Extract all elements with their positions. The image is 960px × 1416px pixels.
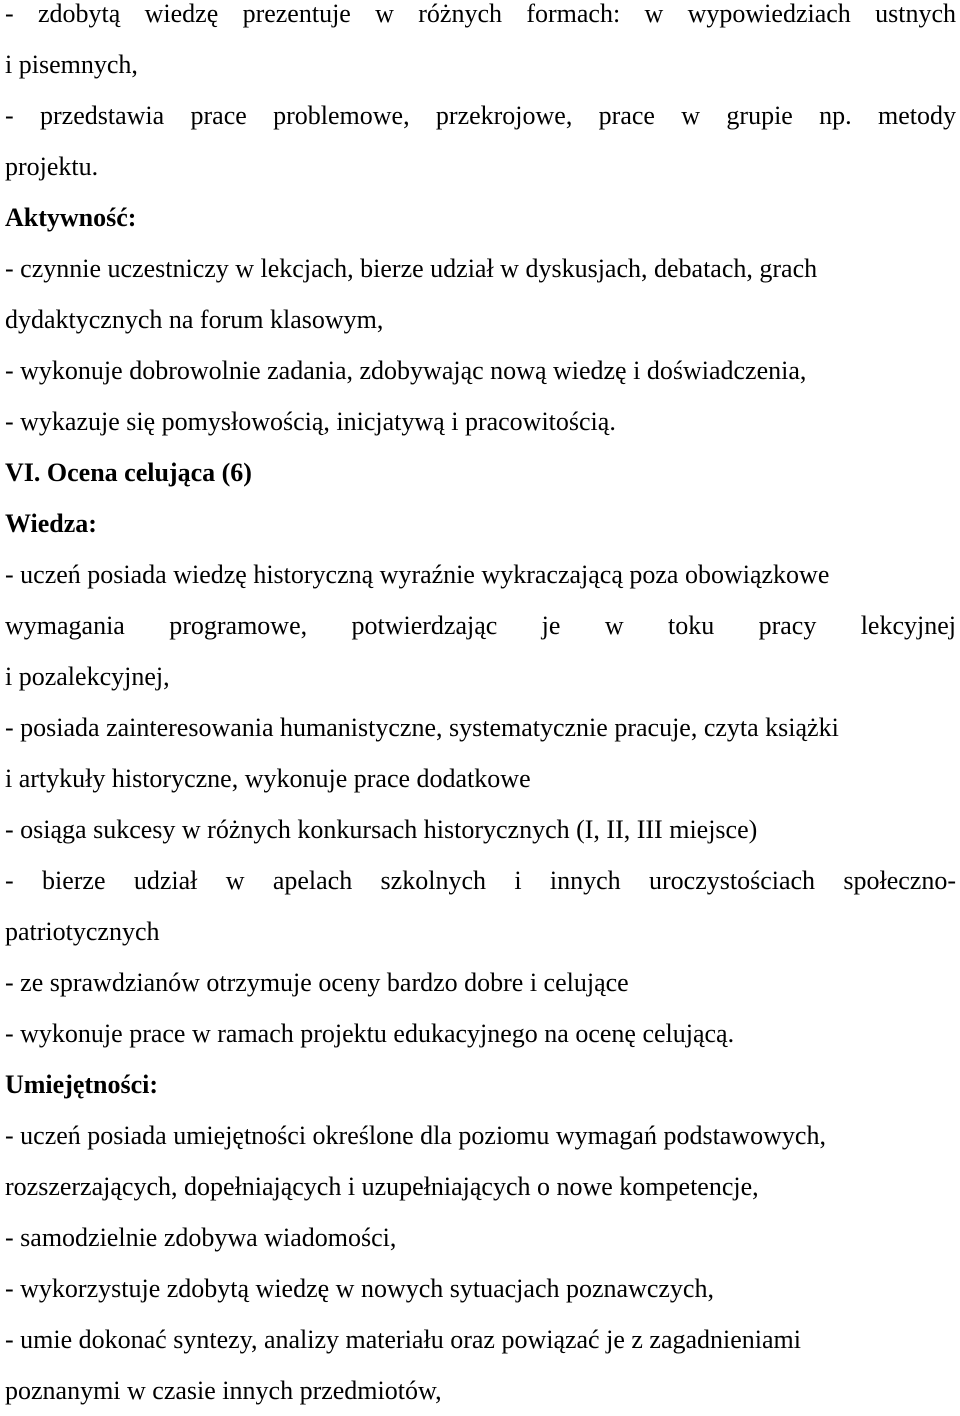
section-heading-grade: VI. Ocena celująca (6) xyxy=(5,458,252,487)
text-line: i pozalekcyjnej, xyxy=(5,662,170,691)
text-line: wymagania programowe, potwierdzając je w toku pracy lekcyjnej xyxy=(5,611,956,640)
text-line: rozszerzających, dopełniających i uzupełniających o nowe kompetencje, xyxy=(5,1172,759,1201)
section-heading-knowledge: Wiedza: xyxy=(5,509,97,538)
text-line: - wykorzystuje zdobytą wiedzę w nowych sytuacjach poznawczych, xyxy=(5,1274,714,1303)
text-line: - umie dokonać syntezy, analizy materiału oraz powiązać je z zagadnieniami xyxy=(5,1325,801,1354)
section-heading-activity: Aktywność: xyxy=(5,203,137,232)
text-line: - ze sprawdzianów otrzymuje oceny bardzo dobre i celujące xyxy=(5,968,629,997)
text-line: - wykonuje dobrowolnie zadania, zdobywając nową wiedzę i doświadczenia, xyxy=(5,356,807,385)
text-line: projektu. xyxy=(5,152,99,181)
text-line: dydaktycznych na forum klasowym, xyxy=(5,305,384,334)
text-line: - bierze udział w apelach szkolnych i innych uroczystościach społeczno- xyxy=(5,866,956,895)
text-line: - samodzielnie zdobywa wiadomości, xyxy=(5,1223,397,1252)
text-line: poznanymi w czasie innych przedmiotów, xyxy=(5,1376,442,1405)
text-line: - uczeń posiada wiedzę historyczną wyraźnie wykraczającą poza obowiązkowe xyxy=(5,560,830,589)
text-line: - wykazuje się pomysłowością, inicjatywą i pracowitością. xyxy=(5,407,616,436)
text-line: - uczeń posiada umiejętności określone dla poziomu wymagań podstawowych, xyxy=(5,1121,826,1150)
section-heading-skills: Umiejętności: xyxy=(5,1070,159,1099)
text-line: - czynnie uczestniczy w lekcjach, bierze udział w dyskusjach, debatach, grach xyxy=(5,254,818,283)
text-line: - przedstawia prace problemowe, przekrojowe, prace w grupie np. metody xyxy=(5,101,956,130)
text-line: - wykonuje prace w ramach projektu edukacyjnego na ocenę celującą. xyxy=(5,1019,735,1048)
text-line: i pisemnych, xyxy=(5,50,138,79)
text-line: - posiada zainteresowania humanistyczne, systematycznie pracuje, czyta książki xyxy=(5,713,839,742)
text-line: patriotycznych xyxy=(5,917,160,946)
text-line: - osiąga sukcesy w różnych konkursach historycznych (I, II, III miejsce) xyxy=(5,815,758,844)
text-line: - zdobytą wiedzę prezentuje w różnych formach: w wypowiedziach ustnych xyxy=(5,0,956,28)
text-line: i artykuły historyczne, wykonuje prace dodatkowe xyxy=(5,764,531,793)
